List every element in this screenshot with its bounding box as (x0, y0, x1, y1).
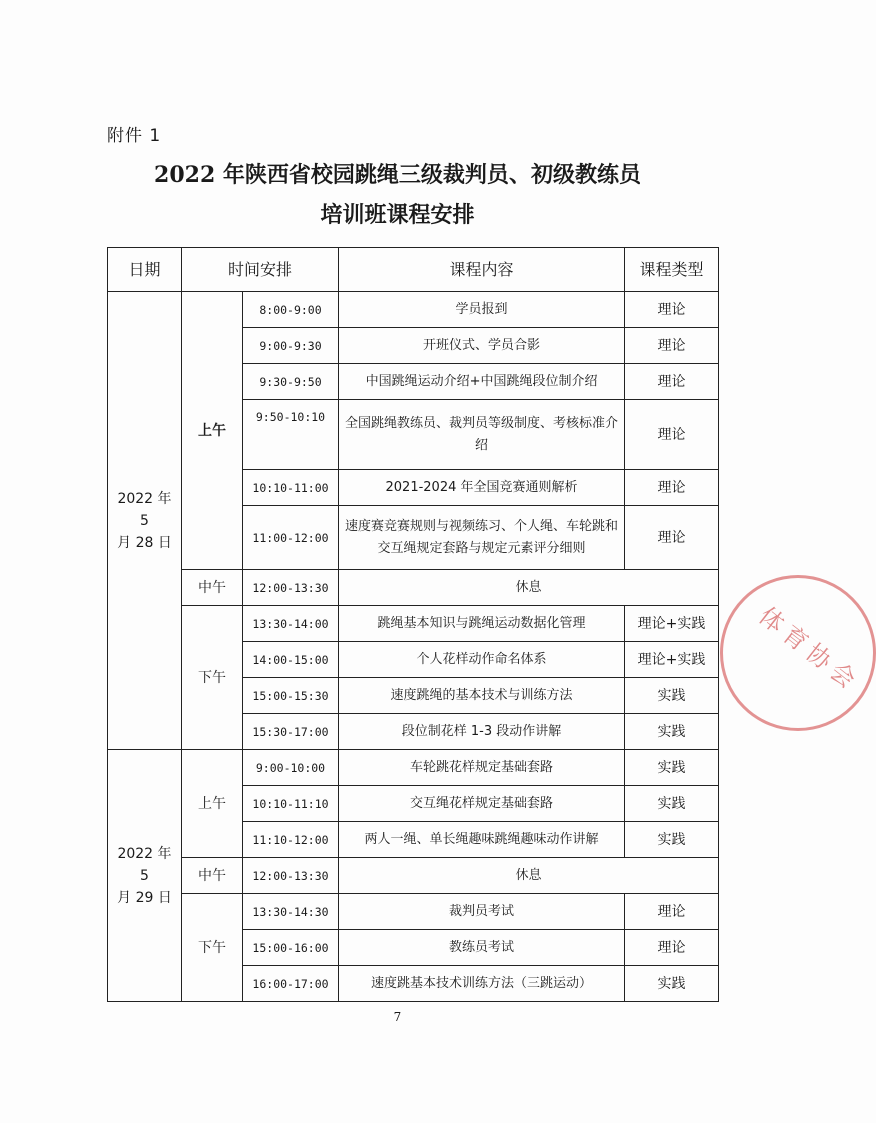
type-cell: 实践 (625, 714, 719, 750)
type-cell: 实践 (625, 966, 719, 1002)
table-row (108, 570, 719, 606)
period-afternoon: 下午 (182, 894, 243, 1002)
content-cell: 速度赛竞赛规则与视频练习、个人绳、车轮跳和交互绳规定套路与规定元素评分细则 (339, 506, 625, 570)
time-cell: 9:50-10:10 (243, 400, 339, 470)
date-cell (108, 750, 182, 1002)
type-cell: 理论+实践 (625, 606, 719, 642)
time-cell: 12:00-13:30 (243, 570, 339, 606)
time-cell: 16:00-17:00 (243, 966, 339, 1002)
time-cell: 10:10-11:10 (243, 786, 339, 822)
content-cell: 开班仪式、学员合影 (339, 328, 625, 364)
table-row (108, 750, 719, 786)
date-line1: 2022 年 5 (117, 845, 172, 884)
period-morning: 上午 (182, 292, 243, 570)
type-cell: 实践 (625, 678, 719, 714)
date-line1: 2022 年 5 (117, 490, 172, 529)
content-cell: 段位制花样 1-3 段动作讲解 (339, 714, 625, 750)
type-cell: 实践 (625, 750, 719, 786)
type-cell: 理论+实践 (625, 642, 719, 678)
time-cell: 13:30-14:30 (243, 894, 339, 930)
document-title-line2: 培训班课程安排 (320, 202, 475, 228)
time-cell: 10:10-11:00 (243, 470, 339, 506)
type-cell: 理论 (625, 506, 719, 570)
period-noon: 中午 (182, 858, 243, 894)
type-cell: 理论 (625, 364, 719, 400)
type-cell: 理论 (625, 470, 719, 506)
content-cell: 交互绳花样规定基础套路 (339, 786, 625, 822)
header-content: 课程内容 (339, 248, 625, 292)
type-cell: 理论 (625, 894, 719, 930)
time-cell: 15:00-16:00 (243, 930, 339, 966)
type-cell: 理论 (625, 292, 719, 328)
period-afternoon: 下午 (182, 606, 243, 750)
table-row (108, 292, 719, 328)
content-cell: 跳绳基本知识与跳绳运动数据化管理 (339, 606, 625, 642)
content-cell: 休息 (339, 858, 719, 894)
period-noon: 中午 (182, 570, 243, 606)
time-cell: 8:00-9:00 (243, 292, 339, 328)
date-line2: 月 28 日 (117, 534, 172, 551)
header-type: 课程类型 (625, 248, 719, 292)
content-cell: 两人一绳、单长绳趣味跳绳趣味动作讲解 (339, 822, 625, 858)
time-cell: 11:00-12:00 (243, 506, 339, 570)
table-row (108, 858, 719, 894)
time-cell: 13:30-14:00 (243, 606, 339, 642)
period-morning: 上午 (182, 750, 243, 858)
header-time: 时间安排 (182, 248, 339, 292)
attachment-label: 附件 1 (107, 126, 162, 146)
content-cell: 全国跳绳教练员、裁判员等级制度、考核标准介绍 (339, 400, 625, 470)
type-cell: 实践 (625, 822, 719, 858)
content-cell: 教练员考试 (339, 930, 625, 966)
time-cell: 11:10-12:00 (243, 822, 339, 858)
table-row (108, 894, 719, 930)
header-date: 日期 (108, 248, 182, 292)
document-title-line1: 2022 年陕西省校园跳绳三级裁判员、初级教练员 (154, 162, 641, 188)
type-cell: 理论 (625, 328, 719, 364)
content-cell: 裁判员考试 (339, 894, 625, 930)
official-seal-stamp: 体育协会 (720, 575, 876, 731)
time-cell: 9:30-9:50 (243, 364, 339, 400)
header-row (108, 248, 719, 292)
time-cell: 14:00-15:00 (243, 642, 339, 678)
content-cell: 中国跳绳运动介绍+中国跳绳段位制介绍 (339, 364, 625, 400)
time-cell: 15:00-15:30 (243, 678, 339, 714)
content-cell: 休息 (339, 570, 719, 606)
type-cell: 理论 (625, 400, 719, 470)
date-line2: 月 29 日 (117, 889, 172, 906)
time-cell: 15:30-17:00 (243, 714, 339, 750)
time-cell: 12:00-13:30 (243, 858, 339, 894)
schedule-table (107, 247, 719, 1002)
content-cell: 车轮跳花样规定基础套路 (339, 750, 625, 786)
type-cell: 实践 (625, 786, 719, 822)
table-row (108, 606, 719, 642)
time-cell: 9:00-9:30 (243, 328, 339, 364)
content-cell: 个人花样动作命名体系 (339, 642, 625, 678)
time-cell: 9:00-10:00 (243, 750, 339, 786)
content-cell: 学员报到 (339, 292, 625, 328)
content-cell: 速度跳基本技术训练方法（三跳运动） (339, 966, 625, 1002)
page-number: 7 (393, 1010, 402, 1024)
content-cell: 速度跳绳的基本技术与训练方法 (339, 678, 625, 714)
date-cell (108, 292, 182, 750)
type-cell: 理论 (625, 930, 719, 966)
content-cell: 2021-2024 年全国竞赛通则解析 (339, 470, 625, 506)
